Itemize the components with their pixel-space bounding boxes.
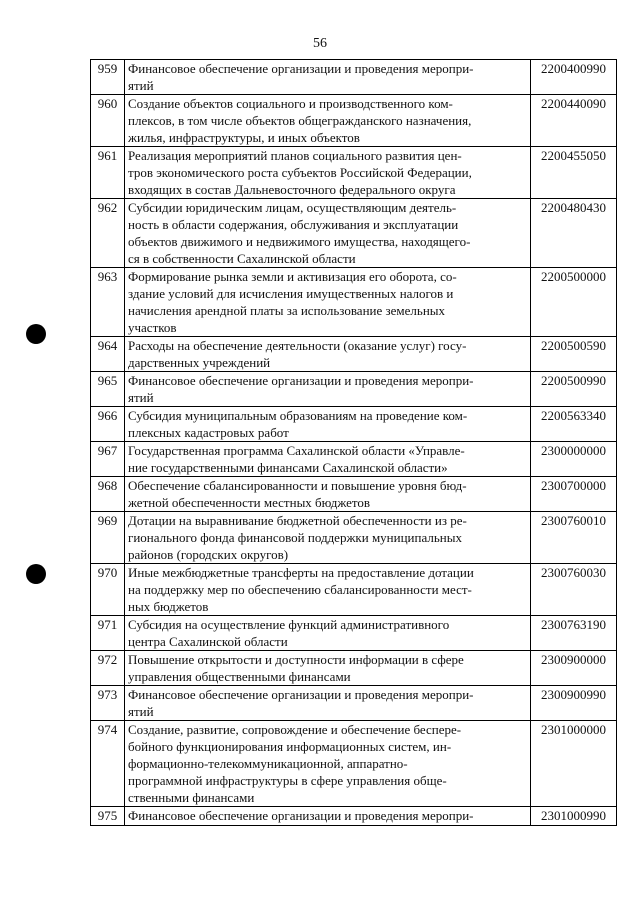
row-number: 974 <box>91 721 125 807</box>
row-number: 963 <box>91 268 125 337</box>
row-code: 2300760010 <box>531 512 617 564</box>
description-line: Финансовое обеспечение организации и проведения меропри- <box>128 373 474 388</box>
description-line: управления общественными финансами <box>128 669 351 684</box>
table-row <box>91 60 617 95</box>
row-number: 961 <box>91 147 125 199</box>
description-line: ятий <box>128 78 154 93</box>
description-line: ятий <box>128 390 154 405</box>
row-description <box>125 442 531 477</box>
description-line: входящих в состав Дальневосточного федерального округа <box>128 182 456 197</box>
table-row <box>91 147 617 199</box>
row-code: 2300700000 <box>531 477 617 512</box>
row-description <box>125 337 531 372</box>
description-line: жетной обеспеченности местных бюджетов <box>128 495 371 510</box>
row-code: 2200480430 <box>531 199 617 268</box>
row-number: 966 <box>91 407 125 442</box>
description-line: районов (городских округов) <box>128 547 289 562</box>
row-number: 964 <box>91 337 125 372</box>
row-code: 2200563340 <box>531 407 617 442</box>
row-code: 2200500000 <box>531 268 617 337</box>
description-line: Финансовое обеспечение организации и проведения меропри- <box>128 61 474 76</box>
description-line: ся в собственности Сахалинской области <box>128 251 356 266</box>
description-line: плексов, в том числе объектов общегражданского назначения, <box>128 113 472 128</box>
table-row <box>91 407 617 442</box>
table-row <box>91 686 617 721</box>
description-line: тров экономического роста субъектов Российской Федерации, <box>128 165 472 180</box>
description-line: дарственных учреждений <box>128 355 271 370</box>
budget-classification-table <box>90 59 617 826</box>
row-code: 2200500590 <box>531 337 617 372</box>
page-number: 56 <box>313 36 327 51</box>
row-code: 2300763190 <box>531 616 617 651</box>
row-description <box>125 372 531 407</box>
description-line: Субсидия на осуществление функций административного <box>128 617 450 632</box>
row-code: 2300000000 <box>531 442 617 477</box>
row-description <box>125 807 531 826</box>
table-row <box>91 372 617 407</box>
description-line: Субсидия муниципальным образованиям на проведение ком- <box>128 408 468 423</box>
row-description <box>125 268 531 337</box>
description-line: на поддержку мер по обеспечению сбалансированности мест- <box>128 582 472 597</box>
description-line: Субсидии юридическим лицам, осуществляющим деятель- <box>128 200 457 215</box>
description-line: ных бюджетов <box>128 599 209 614</box>
row-number: 960 <box>91 95 125 147</box>
row-description <box>125 60 531 95</box>
row-number: 972 <box>91 651 125 686</box>
table-row <box>91 651 617 686</box>
row-code: 2200455050 <box>531 147 617 199</box>
row-description <box>125 616 531 651</box>
description-line: формационно-телекоммуникационной, аппаратно- <box>128 756 408 771</box>
description-line: ственными финансами <box>128 790 255 805</box>
row-code: 2301000000 <box>531 721 617 807</box>
table-row <box>91 477 617 512</box>
row-code: 2300900000 <box>531 651 617 686</box>
row-code: 2300760030 <box>531 564 617 616</box>
table-row <box>91 721 617 807</box>
row-number: 970 <box>91 564 125 616</box>
description-line: ность в области содержания, обслуживания и эксплуатации <box>128 217 459 232</box>
row-description <box>125 651 531 686</box>
description-line: Формирование рынка земли и активизация его оборота, со- <box>128 269 457 284</box>
description-line: Реализация мероприятий планов социального развития цен- <box>128 148 462 163</box>
description-line: бойного функционирования информационных систем, ин- <box>128 739 452 754</box>
row-code: 2300900990 <box>531 686 617 721</box>
row-number: 967 <box>91 442 125 477</box>
description-line: участков <box>128 320 177 335</box>
table-row <box>91 512 617 564</box>
description-line: Финансовое обеспечение организации и проведения меропри- <box>128 687 474 702</box>
description-line: начисления арендной платы за использование земельных <box>128 303 446 318</box>
table-row <box>91 95 617 147</box>
row-description <box>125 147 531 199</box>
description-line: центра Сахалинской области <box>128 634 288 649</box>
description-line: плексных кадастровых работ <box>128 425 289 440</box>
description-line: Дотации на выравнивание бюджетной обеспеченности из ре- <box>128 513 467 528</box>
description-line: жилья, инфраструктуры, и иных объектов <box>128 130 360 145</box>
row-description <box>125 686 531 721</box>
description-line: Создание объектов социального и производственного ком- <box>128 96 453 111</box>
description-line: Финансовое обеспечение организации и проведения меропри- <box>128 808 474 823</box>
description-line: здание условий для исчисления имущественных налогов и <box>128 286 454 301</box>
row-description <box>125 95 531 147</box>
description-line: Обеспечение сбалансированности и повышение уровня бюд- <box>128 478 467 493</box>
description-line: объектов движимого и недвижимого имущества, находящего- <box>128 234 471 249</box>
row-code: 2200500990 <box>531 372 617 407</box>
row-description <box>125 477 531 512</box>
table-body <box>91 60 617 826</box>
binder-hole-top <box>26 324 46 344</box>
table-row <box>91 564 617 616</box>
table-row <box>91 199 617 268</box>
row-description <box>125 199 531 268</box>
description-line: Расходы на обеспечение деятельности (оказание услуг) госу- <box>128 338 467 353</box>
description-line: ние государственными финансами Сахалинской области» <box>128 460 448 475</box>
row-number: 973 <box>91 686 125 721</box>
row-number: 968 <box>91 477 125 512</box>
description-line: Государственная программа Сахалинской области «Управле- <box>128 443 465 458</box>
row-code: 2200440090 <box>531 95 617 147</box>
row-code: 2301000990 <box>531 807 617 826</box>
row-description <box>125 512 531 564</box>
table-row <box>91 337 617 372</box>
table-row <box>91 807 617 826</box>
row-number: 965 <box>91 372 125 407</box>
row-code: 2200400990 <box>531 60 617 95</box>
description-line: Иные межбюджетные трансферты на предоставление дотации <box>128 565 474 580</box>
row-description <box>125 407 531 442</box>
description-line: программной инфраструктуры в сфере управления обще- <box>128 773 447 788</box>
description-line: гионального фонда финансовой поддержки муниципальных <box>128 530 462 545</box>
description-line: Создание, развитие, сопровождение и обеспечение беспере- <box>128 722 462 737</box>
row-description <box>125 721 531 807</box>
binder-hole-bottom <box>26 564 46 584</box>
row-number: 975 <box>91 807 125 826</box>
row-number: 959 <box>91 60 125 95</box>
row-number: 969 <box>91 512 125 564</box>
row-number: 962 <box>91 199 125 268</box>
table-row <box>91 268 617 337</box>
description-line: Повышение открытости и доступности информации в сфере <box>128 652 464 667</box>
description-line: ятий <box>128 704 154 719</box>
table-row <box>91 442 617 477</box>
row-description <box>125 564 531 616</box>
row-number: 971 <box>91 616 125 651</box>
table-row <box>91 616 617 651</box>
